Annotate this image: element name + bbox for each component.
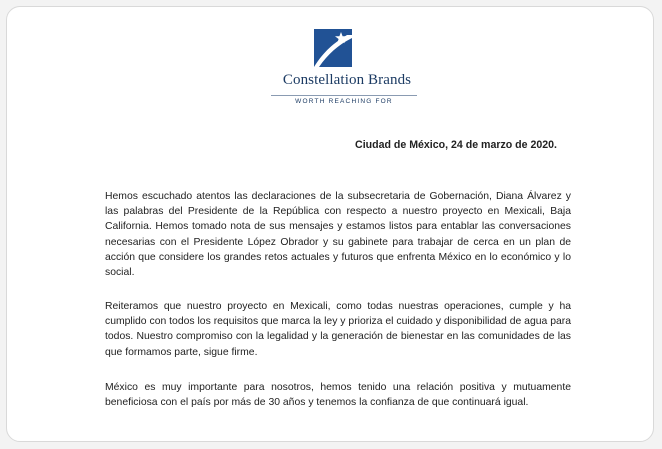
letter-date: Ciudad de México, 24 de marzo de 2020. [355, 139, 557, 151]
company-name: Constellation Brands [282, 72, 412, 88]
star-logo-icon [314, 29, 352, 67]
paragraph-3: México es muy importante para nosotros, hemos tenido una relación positiva y mutuamente beneficiosa con el país por más de 30 años y tenemos la confianza de que continuará igual. [105, 382, 571, 409]
company-logo [257, 29, 437, 119]
document-card [6, 6, 654, 442]
company-tagline: WORTH REACHING FOR [271, 95, 417, 105]
paragraph-2: Reiteramos que nuestro proyecto en Mexicali, como todas nuestras operaciones, cumple y ha cumplido con todos los requisitos que marca la ley y prioriza el cuidado y disponibilidad de agua para todos. Nuestro compromiso con la legalidad y la generación de bienestar en las comunidades de las que formamos parte, sigue firme. [105, 301, 571, 358]
paragraph-1: Hemos escuchado atentos las declaraciones de la subsecretaria de Gobernación, Diana Álvarez y las palabras del Presidente de la República con respecto a nuestro proyecto en Mexicali, Baja California. Hemos tomado nota de sus mensajes y estamos listos para entablar las conversaciones necesarias con el Presidente López Obrador y su gabinete para trabajar de cerca en un plan de acción que considere los grandes retos actuales y futuros que enfrenta México en lo económico y lo social. [105, 191, 571, 279]
